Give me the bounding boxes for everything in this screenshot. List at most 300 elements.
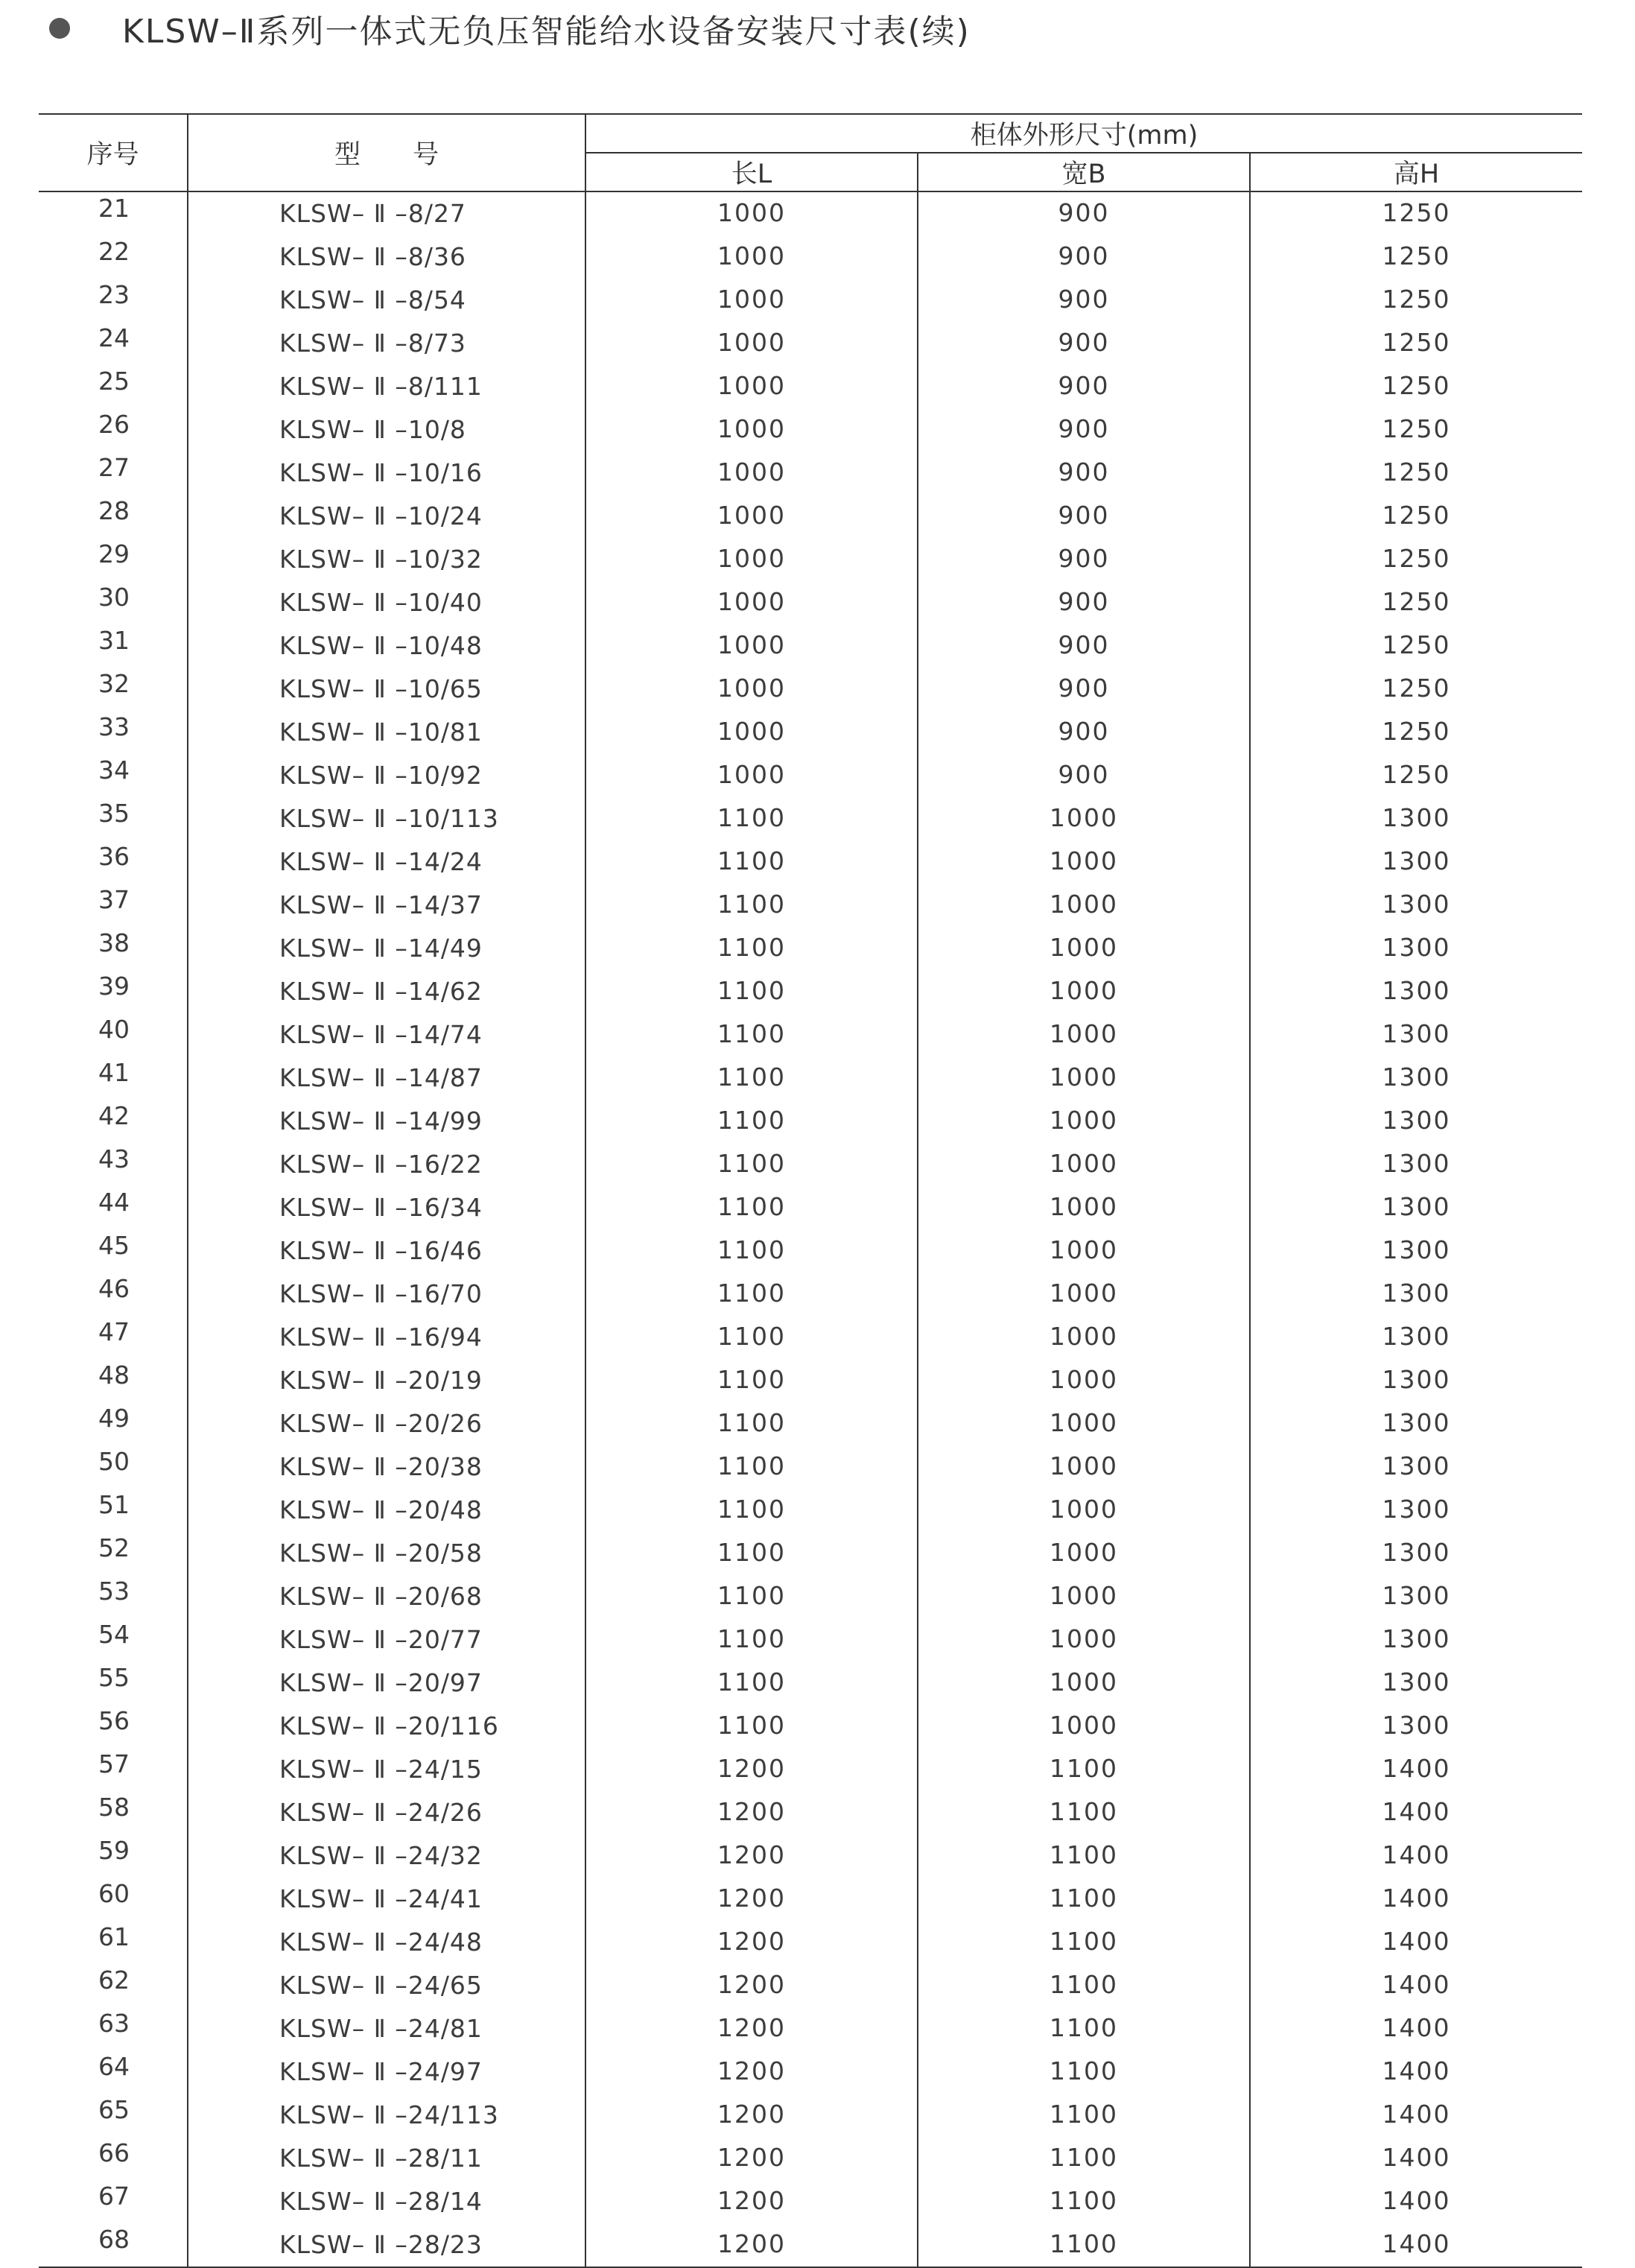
row-model: KLSW– Ⅱ –20/26: [188, 1402, 585, 1445]
row-model: KLSW– Ⅱ –20/38: [188, 1445, 585, 1489]
row-height: 1300: [1382, 1149, 1451, 1178]
row-model: KLSW– Ⅱ –24/15: [188, 1748, 585, 1791]
row-number: 46: [39, 1273, 188, 1316]
row-height: 1400: [1382, 2056, 1451, 2085]
row-length: 1100: [585, 840, 918, 884]
row-length: 1000: [585, 711, 918, 754]
table-row: [39, 797, 1582, 840]
row-number: 28: [39, 495, 188, 538]
row-length: 1100: [585, 1057, 918, 1100]
table-row: [39, 1359, 1582, 1402]
row-model: KLSW– Ⅱ –14/87: [188, 1057, 585, 1100]
table-row: [39, 1662, 1582, 1705]
row-width: 900: [918, 279, 1250, 322]
row-length: 1200: [585, 2094, 918, 2137]
row-number: 55: [39, 1662, 188, 1705]
row-height: 1300: [1382, 1538, 1451, 1567]
row-width: 900: [918, 452, 1250, 495]
page-title: KLSW–Ⅱ系列一体式无负压智能给水设备安装尺寸表(续): [122, 13, 971, 51]
row-width: 1100: [918, 2223, 1250, 2267]
row-length: 1100: [585, 1705, 918, 1748]
row-length: 1200: [585, 2050, 918, 2094]
row-height: 1300: [1382, 803, 1451, 832]
row-height: 1250: [1382, 285, 1451, 314]
row-height: 1400: [1382, 1927, 1451, 1956]
row-number: 64: [39, 2050, 188, 2094]
row-height: 1300: [1382, 976, 1451, 1005]
row-width: 1000: [918, 840, 1250, 884]
row-model: KLSW– Ⅱ –28/11: [188, 2137, 585, 2180]
row-width: 900: [918, 538, 1250, 581]
row-height: 1300: [1382, 1667, 1451, 1697]
row-number: 66: [39, 2137, 188, 2180]
table-row: [39, 1705, 1582, 1748]
row-height: 1400: [1382, 2186, 1451, 2215]
table-row: [39, 1057, 1582, 1100]
row-width: 1000: [918, 797, 1250, 840]
row-width: 1100: [918, 1964, 1250, 2007]
table-row: [39, 1575, 1582, 1618]
row-width: 900: [918, 754, 1250, 797]
table-row: [39, 1878, 1582, 1921]
row-number: 31: [39, 624, 188, 668]
row-number: 24: [39, 322, 188, 365]
row-model: KLSW– Ⅱ –8/27: [188, 191, 585, 235]
row-height: 1400: [1382, 1970, 1451, 1999]
row-width: 900: [918, 711, 1250, 754]
row-number: 42: [39, 1100, 188, 1143]
row-height: 1250: [1382, 328, 1451, 357]
row-number: 36: [39, 840, 188, 884]
row-number: 51: [39, 1489, 188, 1532]
row-length: 1000: [585, 581, 918, 624]
row-model: KLSW– Ⅱ –16/46: [188, 1229, 585, 1273]
row-model: KLSW– Ⅱ –14/37: [188, 884, 585, 927]
row-height: 1300: [1382, 1279, 1451, 1308]
row-height: 1300: [1382, 1019, 1451, 1048]
row-height: 1250: [1382, 674, 1451, 703]
row-number: 63: [39, 2007, 188, 2050]
row-model: KLSW– Ⅱ –24/97: [188, 2050, 585, 2094]
row-length: 1000: [585, 668, 918, 711]
row-model: KLSW– Ⅱ –10/113: [188, 797, 585, 840]
row-height: 1250: [1382, 760, 1451, 789]
row-length: 1200: [585, 1964, 918, 2007]
row-width: 1000: [918, 970, 1250, 1013]
row-height: 1300: [1382, 1624, 1451, 1653]
row-length: 1200: [585, 1834, 918, 1878]
row-length: 1100: [585, 1489, 918, 1532]
row-width: 1000: [918, 1229, 1250, 1273]
table-row: [39, 452, 1582, 495]
table-header: [39, 114, 1582, 191]
row-width: 1000: [918, 884, 1250, 927]
row-number: 54: [39, 1618, 188, 1662]
row-length: 1100: [585, 927, 918, 970]
row-width: 1000: [918, 927, 1250, 970]
row-number: 44: [39, 1186, 188, 1229]
row-height: 1400: [1250, 2223, 1582, 2267]
row-length: 1000: [585, 754, 918, 797]
row-length: 1100: [585, 1100, 918, 1143]
row-height: 1250: [1382, 544, 1451, 573]
row-model: KLSW– Ⅱ –16/70: [188, 1273, 585, 1316]
row-model: KLSW– Ⅱ –10/8: [188, 408, 585, 452]
bullet-icon: [49, 18, 70, 39]
row-number: 29: [39, 538, 188, 581]
table-row: [39, 1791, 1582, 1834]
row-width: 1100: [918, 1748, 1250, 1791]
table-row: [39, 668, 1582, 711]
row-width: 1100: [918, 1791, 1250, 1834]
row-model: KLSW– Ⅱ –20/97: [188, 1662, 585, 1705]
row-number: 39: [39, 970, 188, 1013]
table-row: [39, 2180, 1582, 2223]
row-height: 1400: [1382, 1797, 1451, 1826]
row-width: 1000: [918, 1618, 1250, 1662]
row-model: KLSW– Ⅱ –20/19: [188, 1359, 585, 1402]
table-row: [39, 1834, 1582, 1878]
table-row: [39, 365, 1582, 408]
row-width: 1100: [918, 2050, 1250, 2094]
row-number: 57: [39, 1748, 188, 1791]
table-row: [39, 1921, 1582, 1964]
row-number: 40: [39, 1013, 188, 1057]
row-number: 34: [39, 754, 188, 797]
row-width: 900: [918, 322, 1250, 365]
row-model: KLSW– Ⅱ –14/74: [188, 1013, 585, 1057]
row-width: 1000: [918, 1445, 1250, 1489]
row-length: 1200: [585, 2007, 918, 2050]
row-number: 35: [39, 797, 188, 840]
row-width: 1000: [918, 1705, 1250, 1748]
table-row: [39, 495, 1582, 538]
row-width: 1000: [918, 1143, 1250, 1186]
row-model: KLSW– Ⅱ –20/68: [188, 1575, 585, 1618]
row-length: 1200: [585, 1748, 918, 1791]
table-row: [39, 2137, 1582, 2180]
row-height: 1300: [1382, 1106, 1451, 1135]
table-row: [39, 970, 1582, 1013]
row-width: 1000: [918, 1013, 1250, 1057]
row-model: KLSW– Ⅱ –8/36: [188, 235, 585, 279]
row-length: 1200: [585, 1791, 918, 1834]
row-number: 27: [39, 452, 188, 495]
row-length: 1100: [585, 970, 918, 1013]
table-row: [39, 581, 1582, 624]
row-number: 43: [39, 1143, 188, 1186]
row-length: 1100: [585, 1402, 918, 1445]
table-row: [39, 711, 1582, 754]
row-length: 1100: [585, 1618, 918, 1662]
row-height: 1400: [1382, 2100, 1451, 2129]
header-height: 高H: [1250, 153, 1582, 191]
row-model: KLSW– Ⅱ –16/22: [188, 1143, 585, 1186]
row-height: 1400: [1382, 1840, 1451, 1869]
row-height: 1300: [1382, 1408, 1451, 1437]
row-width: 1000: [918, 1489, 1250, 1532]
row-model: KLSW– Ⅱ –14/24: [188, 840, 585, 884]
row-model: KLSW– Ⅱ –10/65: [188, 668, 585, 711]
row-height: 1300: [1382, 890, 1451, 919]
row-length: 1100: [585, 1186, 918, 1229]
row-height: 1300: [1382, 1581, 1451, 1610]
row-length: 1000: [585, 279, 918, 322]
row-height: 1250: [1382, 198, 1451, 227]
row-height: 1250: [1382, 630, 1451, 659]
row-length: 1200: [585, 1921, 918, 1964]
row-length: 1100: [585, 1662, 918, 1705]
table-row: [39, 754, 1582, 797]
table-row: [39, 624, 1582, 668]
row-height: 1250: [1382, 457, 1451, 487]
row-model: KLSW– Ⅱ –20/48: [188, 1489, 585, 1532]
table-row: [39, 1489, 1582, 1532]
row-height: 1250: [1382, 371, 1451, 400]
table-row: [39, 279, 1582, 322]
row-height: 1250: [1382, 587, 1451, 616]
row-model: KLSW– Ⅱ –10/16: [188, 452, 585, 495]
row-number: 37: [39, 884, 188, 927]
row-number: 45: [39, 1229, 188, 1273]
row-width: 1100: [918, 2137, 1250, 2180]
row-model: KLSW– Ⅱ –10/32: [188, 538, 585, 581]
row-length: 1000: [585, 538, 918, 581]
table-row: [39, 1013, 1582, 1057]
row-model: KLSW– Ⅱ –16/94: [188, 1316, 585, 1359]
table-row: [39, 1143, 1582, 1186]
table-row: [39, 1100, 1582, 1143]
row-height: 1300: [1382, 1365, 1451, 1394]
row-number: 23: [39, 279, 188, 322]
table-row: [39, 1186, 1582, 1229]
table-row: [39, 235, 1582, 279]
row-length: 1000: [585, 408, 918, 452]
row-number: 26: [39, 408, 188, 452]
row-height: 1300: [1382, 846, 1451, 875]
row-width: 1000: [918, 1575, 1250, 1618]
row-length: 1100: [585, 1445, 918, 1489]
header-width: 宽B: [918, 153, 1250, 191]
row-number: 25: [39, 365, 188, 408]
row-length: 1100: [585, 1316, 918, 1359]
row-number: 59: [39, 1834, 188, 1878]
row-width: 900: [918, 365, 1250, 408]
dimension-table: [39, 113, 1582, 2268]
table-row: [39, 927, 1582, 970]
row-length: 1100: [585, 884, 918, 927]
row-model: KLSW– Ⅱ –24/41: [188, 1878, 585, 1921]
table-row: [39, 2094, 1582, 2137]
row-number: 53: [39, 1575, 188, 1618]
table-row: [39, 1748, 1582, 1791]
row-width: 900: [918, 408, 1250, 452]
row-height: 1300: [1382, 1192, 1451, 1221]
header-model: 型 号: [188, 114, 585, 191]
header-cabinet-dimensions: 柜体外形尺寸(mm): [585, 114, 1582, 153]
row-number: 38: [39, 927, 188, 970]
row-model: KLSW– Ⅱ –20/58: [188, 1532, 585, 1575]
row-model: KLSW– Ⅱ –24/113: [188, 2094, 585, 2137]
row-width: 1100: [918, 1834, 1250, 1878]
row-model: KLSW– Ⅱ –14/49: [188, 927, 585, 970]
row-length: 1200: [585, 2223, 918, 2267]
row-length: 1100: [585, 1575, 918, 1618]
row-model: KLSW– Ⅱ –14/99: [188, 1100, 585, 1143]
row-length: 1100: [585, 1359, 918, 1402]
row-number: 48: [39, 1359, 188, 1402]
row-number: 52: [39, 1532, 188, 1575]
row-width: 1100: [918, 2180, 1250, 2223]
row-width: 1000: [918, 1273, 1250, 1316]
row-width: 1000: [918, 1057, 1250, 1100]
row-length: 1200: [585, 2180, 918, 2223]
row-length: 1200: [585, 2137, 918, 2180]
row-number: 33: [39, 711, 188, 754]
row-width: 1000: [918, 1662, 1250, 1705]
table-row: [39, 2050, 1582, 2094]
row-width: 900: [918, 495, 1250, 538]
table-row: [39, 1229, 1582, 1273]
row-width: 900: [918, 235, 1250, 279]
row-model: KLSW– Ⅱ –10/48: [188, 624, 585, 668]
row-model: KLSW– Ⅱ –10/40: [188, 581, 585, 624]
row-number: 41: [39, 1057, 188, 1100]
row-number: 61: [39, 1921, 188, 1964]
row-number: 68: [39, 2223, 188, 2267]
table-row: [39, 1618, 1582, 1662]
row-model: KLSW– Ⅱ –24/48: [188, 1921, 585, 1964]
table-row: [39, 322, 1582, 365]
table-row: [39, 408, 1582, 452]
row-number: 47: [39, 1316, 188, 1359]
row-length: 1100: [585, 1229, 918, 1273]
row-width: 900: [918, 581, 1250, 624]
row-length: 1100: [585, 1532, 918, 1575]
row-width: 1000: [918, 1186, 1250, 1229]
row-height: 1300: [1382, 1451, 1451, 1480]
row-height: 1300: [1382, 1322, 1451, 1351]
row-length: 1100: [585, 1143, 918, 1186]
row-width: 900: [918, 668, 1250, 711]
row-height: 1300: [1382, 1062, 1451, 1092]
row-height: 1250: [1382, 241, 1451, 270]
row-length: 1000: [585, 452, 918, 495]
table-row: [39, 2007, 1582, 2050]
row-model: KLSW– Ⅱ –20/77: [188, 1618, 585, 1662]
row-width: 1100: [918, 2094, 1250, 2137]
row-length: 1100: [585, 797, 918, 840]
row-width: 900: [918, 624, 1250, 668]
table-row: [39, 1316, 1582, 1359]
row-number: 60: [39, 1878, 188, 1921]
row-length: 1000: [585, 624, 918, 668]
table-row: [39, 884, 1582, 927]
row-length: 1000: [585, 235, 918, 279]
row-number: 30: [39, 581, 188, 624]
row-length: 1100: [585, 1013, 918, 1057]
row-length: 1000: [585, 191, 918, 235]
row-model: KLSW– Ⅱ –24/65: [188, 1964, 585, 2007]
row-height: 1250: [1382, 501, 1451, 530]
row-length: 1000: [585, 365, 918, 408]
dimension-table-container: [39, 113, 1582, 2268]
row-model: KLSW– Ⅱ –8/111: [188, 365, 585, 408]
row-width: 1000: [918, 1402, 1250, 1445]
row-model: KLSW– Ⅱ –10/92: [188, 754, 585, 797]
table-row: [39, 538, 1582, 581]
table-row: [39, 1532, 1582, 1575]
row-number: 50: [39, 1445, 188, 1489]
row-height: 1400: [1382, 2013, 1451, 2042]
header-length: 长L: [585, 153, 918, 191]
row-length: 1000: [585, 495, 918, 538]
row-number: 21: [39, 191, 188, 235]
table-row: [39, 2223, 1582, 2267]
row-width: 1100: [918, 2007, 1250, 2050]
row-model: KLSW– Ⅱ –28/14: [188, 2180, 585, 2223]
row-height: 1300: [1382, 1235, 1451, 1264]
row-number: 56: [39, 1705, 188, 1748]
row-number: 62: [39, 1964, 188, 2007]
table-row: [39, 1402, 1582, 1445]
row-model: KLSW– Ⅱ –10/81: [188, 711, 585, 754]
row-height: 1300: [1382, 1495, 1451, 1524]
header-no: 序号: [39, 114, 188, 191]
row-width: 1000: [918, 1532, 1250, 1575]
row-model: KLSW– Ⅱ –24/32: [188, 1834, 585, 1878]
row-length: 1100: [585, 1273, 918, 1316]
row-width: 1100: [918, 1921, 1250, 1964]
row-width: 1100: [918, 1878, 1250, 1921]
row-height: 1400: [1382, 1754, 1451, 1783]
row-width: 900: [918, 191, 1250, 235]
row-model: KLSW– Ⅱ –8/54: [188, 279, 585, 322]
row-length: 1000: [585, 322, 918, 365]
table-row: [39, 1964, 1582, 2007]
row-model: KLSW– Ⅱ –8/73: [188, 322, 585, 365]
table-row: [39, 1445, 1582, 1489]
row-width: 1000: [918, 1316, 1250, 1359]
row-number: 58: [39, 1791, 188, 1834]
table-row: [39, 840, 1582, 884]
title-row: [46, 4, 971, 52]
row-model: KLSW– Ⅱ –28/23: [188, 2223, 585, 2267]
row-number: 22: [39, 235, 188, 279]
row-model: KLSW– Ⅱ –20/116: [188, 1705, 585, 1748]
table-body: [39, 191, 1582, 2267]
row-model: KLSW– Ⅱ –10/24: [188, 495, 585, 538]
row-height: 1400: [1382, 1884, 1451, 1913]
row-number: 32: [39, 668, 188, 711]
row-model: KLSW– Ⅱ –24/81: [188, 2007, 585, 2050]
row-number: 49: [39, 1402, 188, 1445]
row-model: KLSW– Ⅱ –16/34: [188, 1186, 585, 1229]
row-height: 1250: [1382, 717, 1451, 746]
row-width: 1000: [918, 1359, 1250, 1402]
row-number: 67: [39, 2180, 188, 2223]
table-row: [39, 191, 1582, 235]
row-height: 1300: [1382, 933, 1451, 962]
row-height: 1250: [1382, 414, 1451, 443]
row-height: 1300: [1382, 1711, 1451, 1740]
row-number: 65: [39, 2094, 188, 2137]
row-model: KLSW– Ⅱ –14/62: [188, 970, 585, 1013]
row-height: 1400: [1382, 2143, 1451, 2172]
row-width: 1000: [918, 1100, 1250, 1143]
row-model: KLSW– Ⅱ –24/26: [188, 1791, 585, 1834]
row-length: 1200: [585, 1878, 918, 1921]
